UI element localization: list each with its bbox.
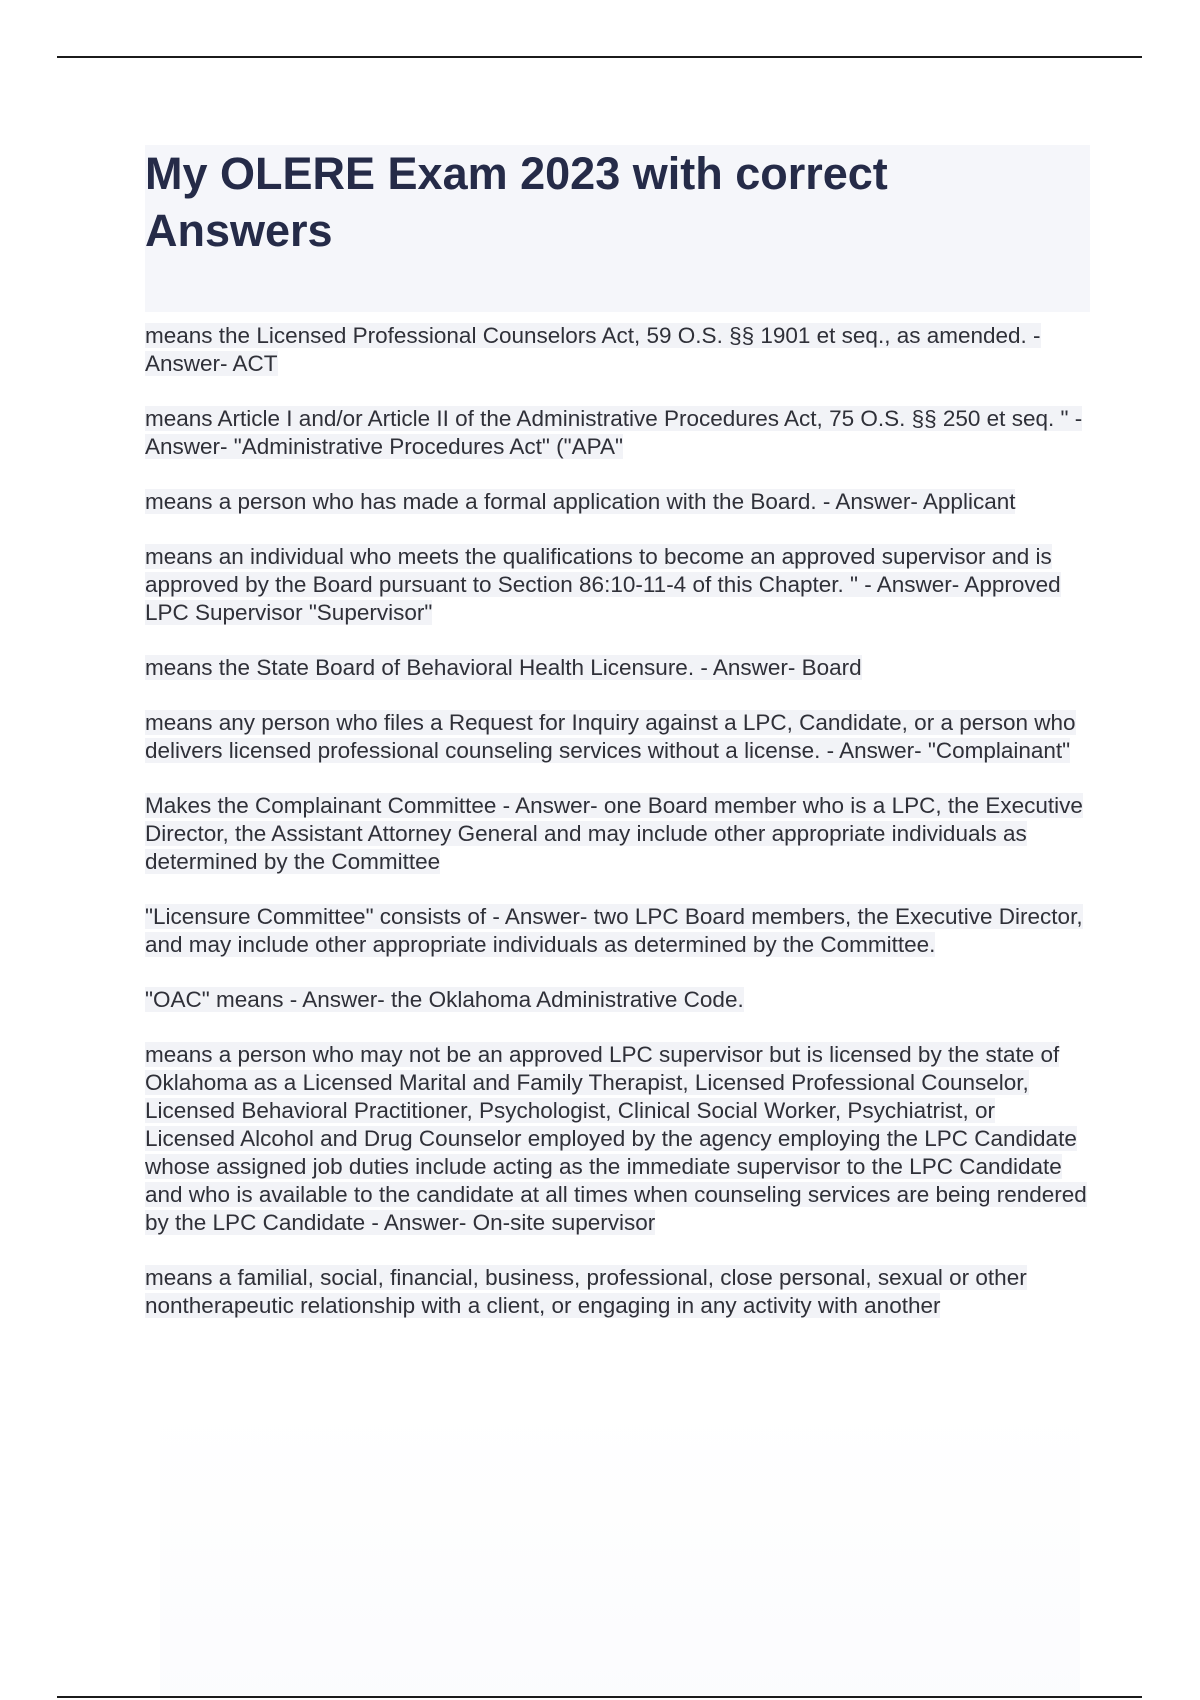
qa-text: means a person who may not be an approved LPC supervisor but is licensed by the state of Oklahoma as a Licensed Marital and Family Therapist, Licensed Professional Counselor, Licensed Behavioral Practitioner, Psychologist, Clinical Social Worker, Psychiatrist, or Licensed Alcohol and Drug Counselor employed by the agency employing the LPC Candidate whose assigned job duties include acting as the immediate supervisor to the LPC Candidate and who is available to the candidate at all times when counseling services are being rendered by the LPC Candidate - Answer- On-site supervisor bbox=[145, 1042, 1087, 1235]
qa-text: means the State Board of Behavioral Health Licensure. - Answer- Board bbox=[145, 655, 862, 680]
qa-item bbox=[145, 986, 1090, 1014]
qa-text: "Licensure Committee" consists of - Answer- two LPC Board members, the Executive Director, and may include other appropriate individuals as determined by the Committee. bbox=[145, 904, 1083, 957]
qa-text: means the Licensed Professional Counselors Act, 59 O.S. §§ 1901 et seq., as amended. - Answer- ACT bbox=[145, 323, 1041, 376]
qa-text: means a person who has made a formal application with the Board. - Answer- Applicant bbox=[145, 489, 1016, 514]
qa-text: means a familial, social, financial, business, professional, close personal, sexual or other nontherapeutic relationship with a client, or engaging in any activity with another bbox=[145, 1265, 1027, 1318]
qa-item bbox=[145, 1264, 1090, 1320]
qa-text: Makes the Complainant Committee - Answer- one Board member who is a LPC, the Executive Director, the Assistant Attorney General and may include other appropriate individuals as determined by the Committee bbox=[145, 793, 1083, 874]
top-rule bbox=[57, 56, 1142, 58]
document-title: My OLERE Exam 2023 with correct Answers bbox=[145, 148, 888, 256]
qa-item bbox=[145, 792, 1090, 876]
page-fade bbox=[160, 1405, 1080, 1695]
qa-item bbox=[145, 654, 1090, 682]
qa-item bbox=[145, 709, 1090, 765]
qa-item bbox=[145, 1041, 1090, 1237]
qa-list bbox=[145, 312, 1090, 1320]
document-body bbox=[145, 145, 1090, 1347]
qa-item bbox=[145, 322, 1090, 378]
qa-item bbox=[145, 488, 1090, 516]
bottom-rule bbox=[57, 1696, 1142, 1698]
qa-item bbox=[145, 405, 1090, 461]
qa-text: "OAC" means - Answer- the Oklahoma Administrative Code. bbox=[145, 987, 744, 1012]
qa-item bbox=[145, 543, 1090, 627]
qa-item bbox=[145, 903, 1090, 959]
title-block bbox=[145, 145, 1090, 312]
qa-text: means any person who files a Request for Inquiry against a LPC, Candidate, or a person who delivers licensed professional counseling services without a license. - Answer- "Complainant" bbox=[145, 710, 1076, 763]
qa-text: means Article I and/or Article II of the Administrative Procedures Act, 75 O.S. §§ 250 et seq. " - Answer- "Administrative Procedures Act" ("APA" bbox=[145, 406, 1083, 459]
qa-text: means an individual who meets the qualifications to become an approved supervisor and is approved by the Board pursuant to Section 86:10-11-4 of this Chapter. " - Answer- Approved LPC Supervisor "Supervisor" bbox=[145, 544, 1061, 625]
